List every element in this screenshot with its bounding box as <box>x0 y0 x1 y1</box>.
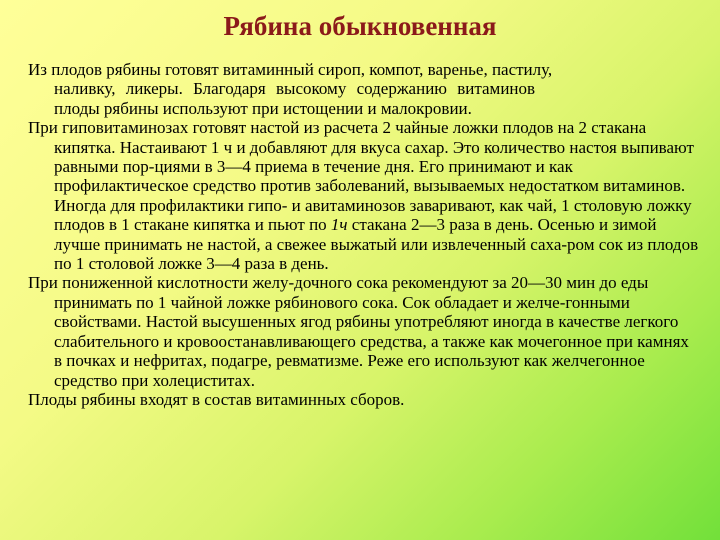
paragraph-hypovitaminosis-text-before: При гиповитаминозах готовят настой из расчета 2 чайные ложки плодов на 2 стакана кипятка. Настаивают 1 ч и добавляют для вкуса сахар. Это количество настоя выпивают равными пор-циями в 3—4 приема в течение дня. Его принимают и как профилактическое средство против заболеваний, вызываемых недостатком витаминов. Иногда для профилактики гипо- и авитаминозов заваривают, как чай, 1 столовую ложку плодов в 1 стакане кипятка и пьют по <box>28 118 694 235</box>
paragraph-hypovitaminosis <box>28 118 700 273</box>
paragraph-intro <box>28 60 700 118</box>
paragraph-intro-line-3: плоды рябины используют при истощении и малокровии. <box>54 98 472 118</box>
paragraph-hypovitaminosis-italic-dose: 1ч <box>330 215 348 235</box>
slide-body <box>28 60 700 409</box>
paragraph-low-acidity: При пониженной кислотности желу-дочного сока рекомендуют за 20—30 мин до еды принимать по 1 чайной ложке рябинового сока. Сок обладает и желче-гонными свойствами. Настой высушенных ягод рябины употребляют иногда в качестве легкого слабительного и кровоостанавливающего средства, а также как мочегонное при камнях в почках и нефритах, подагре, ревматизме. Реже его используют как желчегонное средство при холециститах. <box>28 273 689 390</box>
paragraph-vitamin-collections: Плоды рябины входят в состав витаминных сборов. <box>28 389 405 409</box>
paragraph-intro-line-2: наливку, ликеры. Благодаря высокому содержанию витаминов <box>54 79 536 99</box>
slide-title: Рябина обыкновенная <box>223 11 497 41</box>
paragraph-hypovitaminosis-text-after: стакана 2—3 раза в день. Осенью и зимой лучше принимать не настой, а свежее выжатый или извлеченный саха-ром сок из плодов по 1 столовой ложке 3—4 раза в день. <box>54 215 699 274</box>
paragraph-intro-line-1: Из плодов рябины готовят витаминный сироп, компот, варенье, пастилу, <box>28 60 553 79</box>
